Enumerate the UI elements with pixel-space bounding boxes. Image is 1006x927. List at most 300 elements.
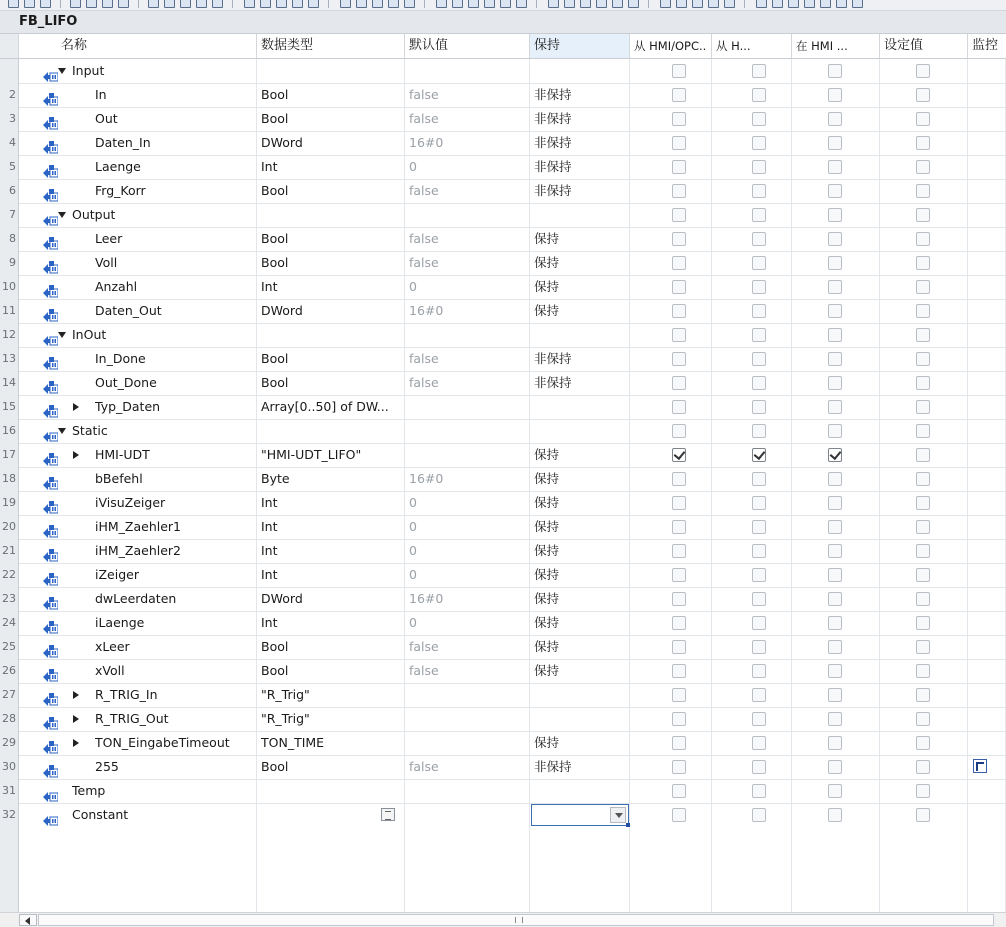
name-cell[interactable] bbox=[19, 275, 257, 299]
default-value-cell[interactable]: 16#0 bbox=[405, 299, 530, 323]
table-row[interactable] bbox=[0, 659, 1006, 684]
setpoint-checkbox[interactable] bbox=[916, 352, 930, 366]
column-header-hmi-opc[interactable]: 从 HMI/OPC.. bbox=[630, 34, 712, 58]
name-cell[interactable] bbox=[19, 659, 257, 683]
default-value-cell[interactable]: false bbox=[405, 107, 530, 131]
datatype-cell[interactable]: DWord bbox=[257, 131, 405, 155]
column-header-datatype[interactable]: 数据类型 bbox=[257, 34, 405, 58]
from-h-checkbox[interactable] bbox=[752, 232, 766, 246]
retain-cell[interactable] bbox=[530, 59, 630, 83]
column-header-default[interactable]: 默认值 bbox=[405, 34, 530, 58]
toolbar-icon[interactable] bbox=[724, 0, 735, 8]
table-row[interactable] bbox=[0, 107, 1006, 132]
retain-cell[interactable] bbox=[530, 395, 630, 419]
setpoint-checkbox[interactable] bbox=[916, 808, 930, 822]
name-cell[interactable] bbox=[19, 419, 257, 443]
hmi-opc-checkbox[interactable] bbox=[672, 280, 686, 294]
empty-row[interactable] bbox=[0, 851, 1006, 876]
retain-cell[interactable] bbox=[530, 683, 630, 707]
from-h-checkbox[interactable] bbox=[752, 760, 766, 774]
hmi-opc-checkbox[interactable] bbox=[672, 784, 686, 798]
in-hmi-checkbox[interactable] bbox=[828, 808, 842, 822]
in-hmi-checkbox[interactable] bbox=[828, 424, 842, 438]
toolbar-icon[interactable] bbox=[468, 0, 479, 8]
toolbar-icon[interactable] bbox=[660, 0, 671, 8]
toolbar-icon[interactable] bbox=[388, 0, 399, 8]
horizontal-scrollbar[interactable] bbox=[0, 912, 1006, 927]
retain-cell[interactable] bbox=[530, 707, 630, 731]
hmi-opc-checkbox[interactable] bbox=[672, 760, 686, 774]
monitor-cell[interactable] bbox=[968, 347, 1006, 371]
name-cell[interactable] bbox=[19, 323, 257, 347]
datatype-cell[interactable] bbox=[257, 779, 405, 803]
hmi-opc-checkbox[interactable] bbox=[672, 112, 686, 126]
default-value-cell[interactable]: false bbox=[405, 659, 530, 683]
in-hmi-checkbox[interactable] bbox=[828, 352, 842, 366]
name-cell[interactable] bbox=[19, 203, 257, 227]
hmi-opc-checkbox[interactable] bbox=[672, 712, 686, 726]
toolbar-icon[interactable] bbox=[292, 0, 303, 8]
table-row[interactable] bbox=[0, 731, 1006, 756]
toolbar-icon[interactable] bbox=[836, 0, 847, 8]
hmi-opc-checkbox[interactable] bbox=[672, 520, 686, 534]
from-h-checkbox[interactable] bbox=[752, 664, 766, 678]
setpoint-checkbox[interactable] bbox=[916, 424, 930, 438]
name-cell[interactable] bbox=[19, 515, 257, 539]
toolbar-icon[interactable] bbox=[102, 0, 113, 8]
datatype-cell[interactable]: "R_Trig" bbox=[257, 683, 405, 707]
setpoint-checkbox[interactable] bbox=[916, 544, 930, 558]
retain-cell[interactable]: 非保持 bbox=[530, 131, 630, 155]
monitor-cell[interactable] bbox=[968, 683, 1006, 707]
collapse-triangle-icon[interactable] bbox=[58, 428, 66, 434]
datatype-cell[interactable]: Int bbox=[257, 611, 405, 635]
from-h-checkbox[interactable] bbox=[752, 136, 766, 150]
datatype-cell[interactable]: Int bbox=[257, 539, 405, 563]
datatype-cell[interactable]: Int bbox=[257, 275, 405, 299]
toolbar-icon[interactable] bbox=[788, 0, 799, 8]
from-h-checkbox[interactable] bbox=[752, 472, 766, 486]
retain-cell[interactable] bbox=[530, 779, 630, 803]
table-row[interactable] bbox=[0, 683, 1006, 708]
name-cell[interactable] bbox=[19, 131, 257, 155]
in-hmi-checkbox[interactable] bbox=[828, 736, 842, 750]
expand-triangle-icon[interactable] bbox=[73, 739, 79, 747]
datatype-cell[interactable]: TON_TIME bbox=[257, 731, 405, 755]
toolbar-icon[interactable] bbox=[708, 0, 719, 8]
expand-triangle-icon[interactable] bbox=[73, 403, 79, 411]
default-value-cell[interactable] bbox=[405, 395, 530, 419]
in-hmi-checkbox[interactable] bbox=[828, 472, 842, 486]
table-row[interactable] bbox=[0, 59, 1006, 84]
in-hmi-checkbox[interactable] bbox=[828, 640, 842, 654]
in-hmi-checkbox[interactable] bbox=[828, 688, 842, 702]
name-cell[interactable] bbox=[19, 731, 257, 755]
setpoint-checkbox[interactable] bbox=[916, 736, 930, 750]
in-hmi-checkbox[interactable] bbox=[828, 376, 842, 390]
table-row[interactable] bbox=[0, 155, 1006, 180]
table-row[interactable] bbox=[0, 251, 1006, 276]
table-row[interactable] bbox=[0, 707, 1006, 732]
monitor-cell[interactable] bbox=[968, 779, 1006, 803]
table-row[interactable] bbox=[0, 203, 1006, 228]
hmi-opc-checkbox[interactable] bbox=[672, 688, 686, 702]
monitor-cell[interactable] bbox=[968, 155, 1006, 179]
name-cell[interactable] bbox=[19, 251, 257, 275]
retain-cell[interactable]: 非保持 bbox=[530, 179, 630, 203]
from-h-checkbox[interactable] bbox=[752, 304, 766, 318]
setpoint-checkbox[interactable] bbox=[916, 688, 930, 702]
name-cell[interactable] bbox=[19, 611, 257, 635]
datatype-cell[interactable]: DWord bbox=[257, 299, 405, 323]
monitor-cell[interactable] bbox=[968, 707, 1006, 731]
monitor-cell[interactable] bbox=[968, 563, 1006, 587]
datatype-cell[interactable]: Byte bbox=[257, 467, 405, 491]
monitor-cell[interactable] bbox=[968, 803, 1006, 827]
default-value-cell[interactable] bbox=[405, 731, 530, 755]
from-h-checkbox[interactable] bbox=[752, 712, 766, 726]
setpoint-checkbox[interactable] bbox=[916, 592, 930, 606]
setpoint-checkbox[interactable] bbox=[916, 616, 930, 630]
in-hmi-checkbox[interactable] bbox=[828, 616, 842, 630]
in-hmi-checkbox[interactable] bbox=[828, 160, 842, 174]
hmi-opc-checkbox[interactable] bbox=[672, 592, 686, 606]
datatype-cell[interactable] bbox=[257, 419, 405, 443]
default-value-cell[interactable]: 0 bbox=[405, 275, 530, 299]
from-h-checkbox[interactable] bbox=[752, 88, 766, 102]
retain-cell[interactable] bbox=[530, 827, 630, 851]
setpoint-checkbox[interactable] bbox=[916, 376, 930, 390]
from-h-checkbox[interactable] bbox=[752, 616, 766, 630]
table-row[interactable] bbox=[0, 467, 1006, 492]
name-cell[interactable] bbox=[19, 443, 257, 467]
default-value-cell[interactable] bbox=[405, 203, 530, 227]
table-row[interactable] bbox=[0, 275, 1006, 300]
in-hmi-checkbox[interactable] bbox=[828, 328, 842, 342]
default-value-cell[interactable] bbox=[405, 59, 530, 83]
in-hmi-checkbox[interactable] bbox=[828, 232, 842, 246]
name-cell[interactable] bbox=[19, 899, 257, 912]
table-row[interactable] bbox=[0, 395, 1006, 420]
retain-dropdown[interactable] bbox=[531, 804, 629, 826]
from-h-checkbox[interactable] bbox=[752, 808, 766, 822]
hmi-opc-checkbox[interactable] bbox=[672, 136, 686, 150]
table-row[interactable] bbox=[0, 227, 1006, 252]
monitor-cell[interactable] bbox=[968, 395, 1006, 419]
monitor-cell[interactable] bbox=[968, 875, 1006, 899]
retain-cell[interactable]: 保持 bbox=[530, 515, 630, 539]
toolbar-icon[interactable] bbox=[196, 0, 207, 8]
datatype-cell[interactable] bbox=[257, 323, 405, 347]
hmi-opc-checkbox[interactable] bbox=[672, 208, 686, 222]
default-value-cell[interactable]: false bbox=[405, 371, 530, 395]
in-hmi-checkbox[interactable] bbox=[828, 712, 842, 726]
column-header-in-hmi[interactable]: 在 HMI ... bbox=[792, 34, 880, 58]
table-row[interactable] bbox=[0, 179, 1006, 204]
in-hmi-checkbox[interactable] bbox=[828, 136, 842, 150]
setpoint-checkbox[interactable] bbox=[916, 256, 930, 270]
datatype-cell[interactable]: Bool bbox=[257, 371, 405, 395]
hmi-opc-checkbox[interactable] bbox=[672, 160, 686, 174]
hmi-opc-checkbox[interactable] bbox=[672, 496, 686, 510]
setpoint-checkbox[interactable] bbox=[916, 640, 930, 654]
table-row[interactable] bbox=[0, 539, 1006, 564]
empty-row[interactable] bbox=[0, 875, 1006, 900]
setpoint-checkbox[interactable] bbox=[916, 160, 930, 174]
monitor-cell[interactable] bbox=[968, 419, 1006, 443]
toolbar-icon[interactable] bbox=[596, 0, 607, 8]
toolbar-icon[interactable] bbox=[24, 0, 35, 8]
toolbar-icon[interactable] bbox=[8, 0, 19, 8]
retain-cell[interactable]: 保持 bbox=[530, 275, 630, 299]
datatype-cell[interactable]: Bool bbox=[257, 227, 405, 251]
toolbar-icon[interactable] bbox=[40, 0, 51, 8]
retain-cell[interactable]: 保持 bbox=[530, 731, 630, 755]
collapse-triangle-icon[interactable] bbox=[58, 332, 66, 338]
default-value-cell[interactable]: 16#0 bbox=[405, 131, 530, 155]
datatype-cell[interactable]: "HMI-UDT_LIFO" bbox=[257, 443, 405, 467]
monitor-cell[interactable] bbox=[968, 203, 1006, 227]
column-header-retain[interactable]: 保持 bbox=[530, 34, 630, 58]
retain-cell[interactable]: 非保持 bbox=[530, 371, 630, 395]
in-hmi-checkbox[interactable] bbox=[828, 544, 842, 558]
setpoint-checkbox[interactable] bbox=[916, 712, 930, 726]
toolbar-icon[interactable] bbox=[180, 0, 191, 8]
retain-cell[interactable]: 非保持 bbox=[530, 83, 630, 107]
datatype-cell[interactable]: Bool bbox=[257, 659, 405, 683]
retain-cell[interactable] bbox=[530, 899, 630, 912]
hmi-opc-checkbox[interactable] bbox=[672, 328, 686, 342]
monitor-cell[interactable] bbox=[968, 131, 1006, 155]
name-cell[interactable] bbox=[19, 707, 257, 731]
name-cell[interactable] bbox=[19, 779, 257, 803]
toolbar-icon[interactable] bbox=[772, 0, 783, 8]
name-cell[interactable] bbox=[19, 539, 257, 563]
default-value-cell[interactable]: 0 bbox=[405, 155, 530, 179]
retain-cell[interactable]: 保持 bbox=[530, 443, 630, 467]
in-hmi-checkbox[interactable] bbox=[828, 280, 842, 294]
retain-cell[interactable] bbox=[530, 851, 630, 875]
hmi-opc-checkbox[interactable] bbox=[672, 568, 686, 582]
datatype-cell[interactable]: Bool bbox=[257, 83, 405, 107]
datatype-cell[interactable]: Bool bbox=[257, 107, 405, 131]
from-h-checkbox[interactable] bbox=[752, 496, 766, 510]
table-row[interactable] bbox=[0, 779, 1006, 804]
from-h-checkbox[interactable] bbox=[752, 160, 766, 174]
setpoint-checkbox[interactable] bbox=[916, 184, 930, 198]
setpoint-checkbox[interactable] bbox=[916, 400, 930, 414]
from-h-checkbox[interactable] bbox=[752, 520, 766, 534]
monitor-cell[interactable] bbox=[968, 323, 1006, 347]
table-row[interactable] bbox=[0, 347, 1006, 372]
monitor-cell[interactable] bbox=[968, 371, 1006, 395]
name-cell[interactable] bbox=[19, 395, 257, 419]
collapse-triangle-icon[interactable] bbox=[58, 68, 66, 74]
in-hmi-checkbox[interactable] bbox=[828, 496, 842, 510]
hmi-opc-checkbox[interactable] bbox=[672, 544, 686, 558]
name-cell[interactable] bbox=[19, 371, 257, 395]
in-hmi-checkbox[interactable] bbox=[828, 592, 842, 606]
name-cell[interactable] bbox=[19, 683, 257, 707]
table-row[interactable] bbox=[0, 563, 1006, 588]
name-cell[interactable] bbox=[19, 755, 257, 779]
toolbar-icon[interactable] bbox=[516, 0, 527, 8]
table-row[interactable] bbox=[0, 515, 1006, 540]
from-h-checkbox[interactable] bbox=[752, 688, 766, 702]
hmi-opc-checkbox[interactable] bbox=[672, 448, 686, 462]
hmi-opc-checkbox[interactable] bbox=[672, 64, 686, 78]
setpoint-checkbox[interactable] bbox=[916, 760, 930, 774]
datatype-cell[interactable]: Int bbox=[257, 155, 405, 179]
monitor-cell[interactable] bbox=[968, 491, 1006, 515]
monitor-cell[interactable] bbox=[968, 851, 1006, 875]
from-h-checkbox[interactable] bbox=[752, 400, 766, 414]
toolbar-icon[interactable] bbox=[372, 0, 383, 8]
default-value-cell[interactable] bbox=[405, 323, 530, 347]
default-value-cell[interactable]: false bbox=[405, 635, 530, 659]
datatype-cell[interactable]: Array[0..50] of DW... bbox=[257, 395, 405, 419]
setpoint-checkbox[interactable] bbox=[916, 136, 930, 150]
hmi-opc-checkbox[interactable] bbox=[672, 184, 686, 198]
monitor-cell[interactable] bbox=[968, 467, 1006, 491]
retain-cell[interactable]: 保持 bbox=[530, 587, 630, 611]
monitor-cell[interactable] bbox=[968, 275, 1006, 299]
datatype-cell[interactable] bbox=[257, 875, 405, 899]
from-h-checkbox[interactable] bbox=[752, 64, 766, 78]
name-cell[interactable] bbox=[19, 107, 257, 131]
in-hmi-checkbox[interactable] bbox=[828, 208, 842, 222]
retain-cell[interactable]: 保持 bbox=[530, 659, 630, 683]
name-cell[interactable] bbox=[19, 179, 257, 203]
name-cell[interactable] bbox=[19, 875, 257, 899]
retain-cell[interactable]: 非保持 bbox=[530, 347, 630, 371]
default-value-cell[interactable]: 16#0 bbox=[405, 467, 530, 491]
name-cell[interactable] bbox=[19, 803, 257, 827]
datatype-cell[interactable]: Int bbox=[257, 491, 405, 515]
monitor-trigger-icon[interactable] bbox=[973, 759, 987, 773]
default-value-cell[interactable]: 16#0 bbox=[405, 587, 530, 611]
from-h-checkbox[interactable] bbox=[752, 448, 766, 462]
default-value-cell[interactable] bbox=[405, 899, 530, 912]
retain-cell[interactable] bbox=[530, 419, 630, 443]
table-row[interactable] bbox=[0, 323, 1006, 348]
toolbar-icon[interactable] bbox=[852, 0, 863, 8]
toolbar-icon[interactable] bbox=[452, 0, 463, 8]
in-hmi-checkbox[interactable] bbox=[828, 88, 842, 102]
name-cell[interactable] bbox=[19, 491, 257, 515]
table-row[interactable] bbox=[0, 611, 1006, 636]
retain-cell[interactable]: 保持 bbox=[530, 563, 630, 587]
toolbar-icon[interactable] bbox=[340, 0, 351, 8]
table-row[interactable] bbox=[0, 755, 1006, 780]
monitor-cell[interactable] bbox=[968, 539, 1006, 563]
toolbar-icon[interactable] bbox=[564, 0, 575, 8]
name-cell[interactable] bbox=[19, 227, 257, 251]
default-value-cell[interactable] bbox=[405, 827, 530, 851]
default-value-cell[interactable]: false bbox=[405, 755, 530, 779]
default-value-cell[interactable]: 0 bbox=[405, 563, 530, 587]
expand-triangle-icon[interactable] bbox=[73, 451, 79, 459]
hmi-opc-checkbox[interactable] bbox=[672, 736, 686, 750]
hmi-opc-checkbox[interactable] bbox=[672, 376, 686, 390]
table-row[interactable] bbox=[0, 419, 1006, 444]
toolbar-icon[interactable] bbox=[164, 0, 175, 8]
setpoint-checkbox[interactable] bbox=[916, 88, 930, 102]
retain-cell[interactable]: 保持 bbox=[530, 251, 630, 275]
setpoint-checkbox[interactable] bbox=[916, 64, 930, 78]
name-cell[interactable] bbox=[19, 587, 257, 611]
retain-cell[interactable]: 非保持 bbox=[530, 155, 630, 179]
retain-cell[interactable] bbox=[530, 875, 630, 899]
default-value-cell[interactable]: 0 bbox=[405, 611, 530, 635]
setpoint-checkbox[interactable] bbox=[916, 496, 930, 510]
name-cell[interactable] bbox=[19, 299, 257, 323]
hmi-opc-checkbox[interactable] bbox=[672, 304, 686, 318]
toolbar-icon[interactable] bbox=[260, 0, 271, 8]
in-hmi-checkbox[interactable] bbox=[828, 664, 842, 678]
datatype-cell[interactable]: Int bbox=[257, 563, 405, 587]
toolbar-icon[interactable] bbox=[820, 0, 831, 8]
name-cell[interactable] bbox=[19, 563, 257, 587]
setpoint-checkbox[interactable] bbox=[916, 208, 930, 222]
monitor-cell[interactable] bbox=[968, 611, 1006, 635]
in-hmi-checkbox[interactable] bbox=[828, 64, 842, 78]
toolbar-icon[interactable] bbox=[356, 0, 367, 8]
table-row[interactable] bbox=[0, 587, 1006, 612]
name-cell[interactable] bbox=[19, 347, 257, 371]
from-h-checkbox[interactable] bbox=[752, 640, 766, 654]
expand-triangle-icon[interactable] bbox=[73, 691, 79, 699]
datatype-cell[interactable]: Bool bbox=[257, 347, 405, 371]
name-cell[interactable] bbox=[19, 467, 257, 491]
hmi-opc-checkbox[interactable] bbox=[672, 472, 686, 486]
datatype-cell[interactable] bbox=[257, 827, 405, 851]
from-h-checkbox[interactable] bbox=[752, 784, 766, 798]
in-hmi-checkbox[interactable] bbox=[828, 784, 842, 798]
in-hmi-checkbox[interactable] bbox=[828, 304, 842, 318]
retain-cell[interactable]: 非保持 bbox=[530, 755, 630, 779]
setpoint-checkbox[interactable] bbox=[916, 304, 930, 318]
default-value-cell[interactable]: false bbox=[405, 347, 530, 371]
setpoint-checkbox[interactable] bbox=[916, 280, 930, 294]
default-value-cell[interactable]: 0 bbox=[405, 491, 530, 515]
retain-cell[interactable]: 非保持 bbox=[530, 107, 630, 131]
default-value-cell[interactable] bbox=[405, 419, 530, 443]
setpoint-checkbox[interactable] bbox=[916, 232, 930, 246]
chevron-down-icon[interactable] bbox=[610, 807, 626, 823]
from-h-checkbox[interactable] bbox=[752, 424, 766, 438]
retain-cell[interactable]: 保持 bbox=[530, 635, 630, 659]
datatype-cell[interactable] bbox=[257, 851, 405, 875]
table-row[interactable] bbox=[0, 803, 1006, 828]
from-h-checkbox[interactable] bbox=[752, 592, 766, 606]
default-value-cell[interactable]: false bbox=[405, 227, 530, 251]
hmi-opc-checkbox[interactable] bbox=[672, 352, 686, 366]
toolbar-icon[interactable] bbox=[70, 0, 81, 8]
monitor-cell[interactable] bbox=[968, 515, 1006, 539]
monitor-cell[interactable] bbox=[968, 827, 1006, 851]
empty-row[interactable] bbox=[0, 827, 1006, 852]
scrollbar-thumb[interactable] bbox=[38, 914, 994, 926]
from-h-checkbox[interactable] bbox=[752, 256, 766, 270]
setpoint-checkbox[interactable] bbox=[916, 520, 930, 534]
default-value-cell[interactable] bbox=[405, 851, 530, 875]
toolbar-icon[interactable] bbox=[548, 0, 559, 8]
from-h-checkbox[interactable] bbox=[752, 352, 766, 366]
toolbar-icon[interactable] bbox=[804, 0, 815, 8]
name-cell[interactable] bbox=[19, 59, 257, 83]
default-value-cell[interactable]: 0 bbox=[405, 515, 530, 539]
